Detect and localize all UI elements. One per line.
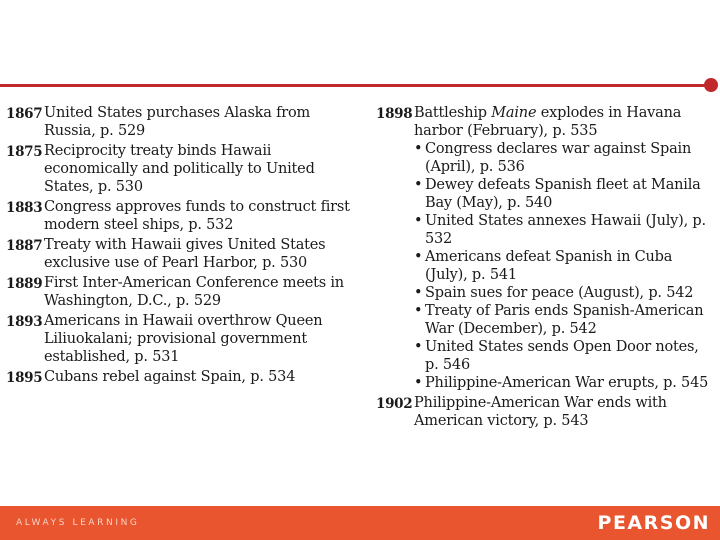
entry-text: Congress approves funds to construct first modern steel ships, p. 532 (44, 199, 350, 233)
bullet-icon: • (414, 213, 423, 229)
entry-text: United States purchases Alaska from Russia, p. 529 (44, 105, 311, 139)
sub-event-text: Spain sues for peace (August), p. 542 (425, 285, 694, 301)
entry-text: Philippine-American War ends with American victory, p. 543 (414, 395, 667, 429)
entry-year: 1898 (376, 106, 413, 122)
list-item (414, 284, 716, 302)
entry-text: Reciprocity treaty binds Hawaii economically and politically to United States, p. 530 (44, 143, 315, 195)
timeline-left-column (6, 104, 358, 389)
entry-text-part: Battleship (414, 105, 492, 121)
sub-event-text: Philippine-American War erupts, p. 545 (425, 375, 709, 391)
list-item (414, 374, 716, 392)
sub-event-list (414, 140, 716, 392)
sub-event-text: United States annexes Hawaii (July), p. 532 (425, 213, 706, 247)
timeline-entry (6, 274, 358, 310)
timeline-entry (6, 142, 358, 196)
footer-tagline: ALWAYS LEARNING (16, 518, 140, 528)
pearson-logo: PEARSON (597, 512, 710, 534)
entry-year: 1875 (6, 144, 43, 160)
timeline-entry (6, 368, 358, 387)
entry-text: Americans in Hawaii overthrow Queen Liliuokalani; provisional government established, p. 531 (44, 313, 323, 365)
timeline-entry (6, 198, 358, 234)
bullet-icon: • (414, 303, 423, 319)
timeline-entry (6, 104, 358, 140)
sub-event-text: Americans defeat Spanish in Cuba (July), p. 541 (425, 249, 673, 283)
sub-event-text: Treaty of Paris ends Spanish-American War (December), p. 542 (425, 303, 704, 337)
entry-text: Cubans rebel against Spain, p. 534 (44, 369, 296, 385)
entry-year: 1893 (6, 314, 43, 330)
rule-end-dot (704, 78, 718, 92)
bullet-icon: • (414, 339, 423, 355)
sub-event-text: Dewey defeats Spanish fleet at Manila Bay (May), p. 540 (425, 177, 701, 211)
list-item (414, 140, 716, 176)
timeline-entry (6, 236, 358, 272)
list-item (414, 176, 716, 212)
list-item (414, 212, 716, 248)
list-item (414, 302, 716, 338)
bullet-icon: • (414, 141, 423, 157)
bullet-icon: • (414, 375, 423, 391)
ship-name: Maine (491, 105, 537, 121)
footer-bar (0, 506, 720, 540)
entry-year: 1887 (6, 238, 43, 254)
list-item (414, 248, 716, 284)
entry-text: Treaty with Hawaii gives United States exclusive use of Pearl Harbor, p. 530 (44, 237, 326, 271)
list-item (414, 338, 716, 374)
header-rule (0, 84, 708, 87)
timeline-entry (6, 312, 358, 366)
sub-event-text: United States sends Open Door notes, p. 546 (425, 339, 699, 373)
bullet-icon: • (414, 285, 423, 301)
entry-text: First Inter-American Conference meets in Washington, D.C., p. 529 (44, 275, 344, 309)
entry-year: 1883 (6, 200, 43, 216)
entry-year: 1889 (6, 276, 43, 292)
timeline-entry-1902 (376, 394, 716, 430)
entry-text (414, 104, 716, 392)
entry-text-part: explodes in Havana harbor (February), p. 535 (414, 105, 682, 139)
bullet-icon: • (414, 177, 423, 193)
bullet-icon: • (414, 249, 423, 265)
timeline-entry-1898 (376, 104, 716, 392)
sub-event-text: Congress declares war against Spain (April), p. 536 (425, 141, 692, 175)
timeline-right-column (376, 104, 716, 432)
entry-year: 1867 (6, 106, 43, 122)
entry-year: 1902 (376, 396, 413, 412)
entry-year: 1895 (6, 370, 43, 386)
